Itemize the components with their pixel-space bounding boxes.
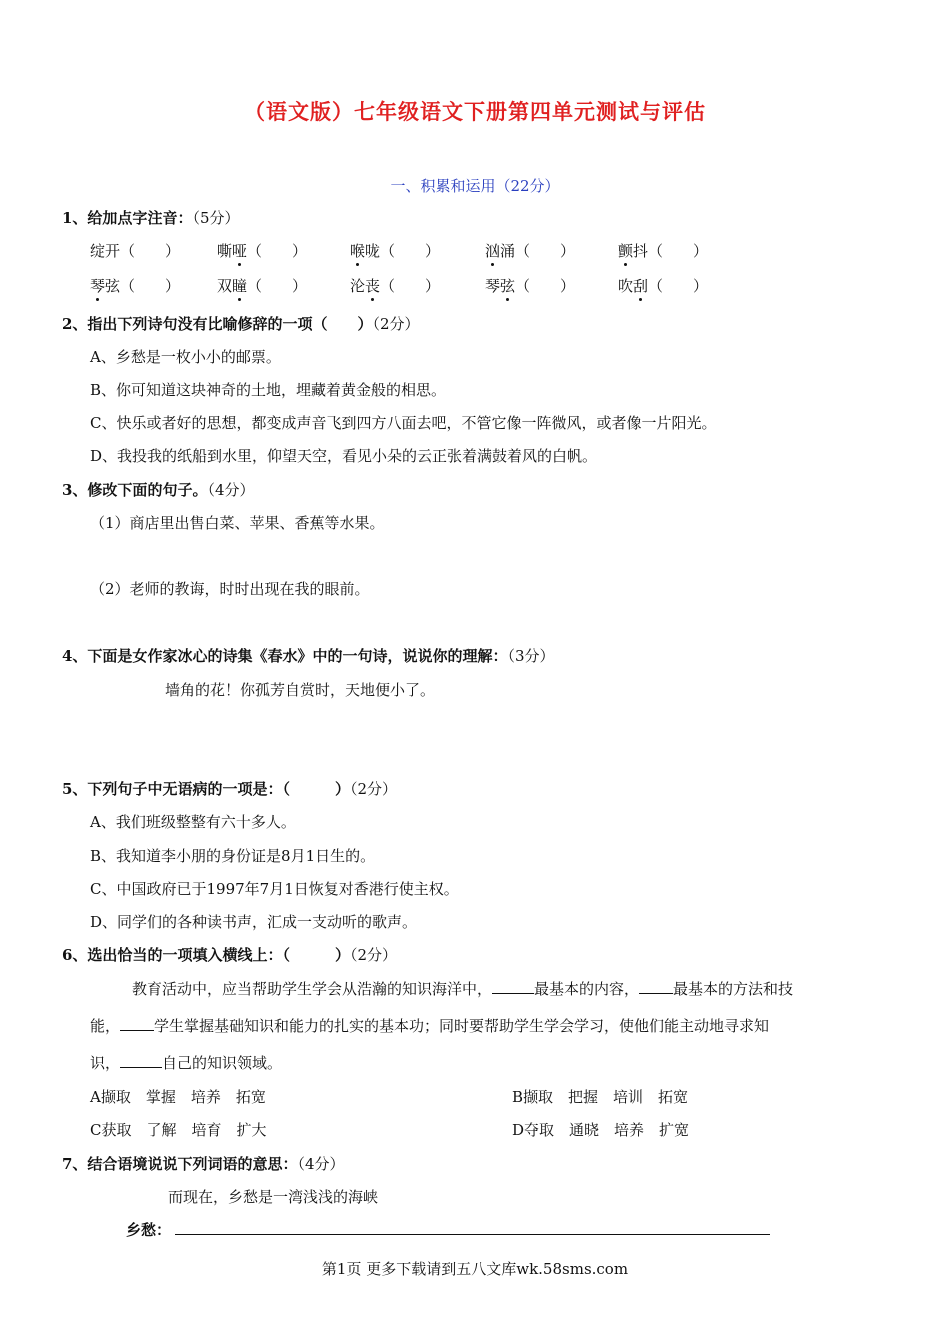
question-5-label: 5、下列句子中无语病的一项是：（ ）（2分） (62, 780, 397, 798)
answer-line (175, 1234, 770, 1235)
q6-passage-line-2: 能， 学生掌握基础知识和能力的扎实的基本功；同时要帮助学生学会学习，使他们能主动地寻求知 (90, 1017, 770, 1035)
q1-row1-item-2: 嘶哑（ ） (217, 242, 308, 260)
q1-row1-item-1: 绽开（ ） (90, 242, 181, 260)
q6-option-d: D夺取 通晓 培养 扩宽 (512, 1121, 690, 1139)
q2-option-b: B、你可知道这块神奇的土地，埋藏着黄金般的相思。 (90, 381, 447, 399)
q5-option-a: A、我们班级整整有六十多人。 (90, 813, 296, 831)
q5-option-b: B、我知道李小朋的身份证是8月1日生的。 (90, 847, 376, 865)
q7-quote: 而现在，乡愁是一湾浅浅的海峡 (168, 1188, 379, 1206)
q6-option-a: A撷取 掌握 培养 拓宽 (90, 1088, 266, 1106)
q1-row1-item-5: 颤抖（ ） (618, 242, 709, 260)
q1-row2-item-2: 双瞳（ ） (217, 277, 308, 295)
q6-passage-line-3: 识， 自己的知识领域。 (90, 1054, 283, 1072)
q1-row2-item-3: 沦丧（ ） (350, 277, 441, 295)
page-title: （语文版）七年级语文下册第四单元测试与评估 (244, 99, 706, 124)
q2-option-d: D、我投我的纸船到水里，仰望天空，看见小朵的云正张着满鼓着风的白帆。 (90, 447, 598, 465)
question-4-label: 4、下面是女作家冰心的诗集《春水》中的一句诗，说说你的理解：（3分） (62, 647, 555, 665)
question-3-label: 3、修改下面的句子。（4分） (62, 481, 255, 499)
question-7-label: 7、结合语境说说下列词语的意思：（4分） (62, 1155, 345, 1173)
q1-row2-item-4: 琴弦（ ） (485, 277, 576, 295)
q6-passage-line-1: 教育活动中，应当帮助学生学会从浩瀚的知识海洋中， 最基本的内容， 最基本的方法和技 (132, 980, 794, 998)
q3-item-2: （2）老师的教诲，时时出现在我的眼前。 (90, 580, 370, 598)
page-footer: 第1页 更多下载请到五八文库wk.58sms.com (321, 1260, 629, 1278)
q1-row2-item-5: 吹刮（ ） (618, 277, 709, 295)
q2-option-c: C、快乐或者好的思想，都变成声音飞到四方八面去吧，不管它像一阵微风，或者像一片阳光。 (90, 414, 717, 432)
q4-quote: 墙角的花！你孤芳自赏时，天地便小了。 (165, 681, 436, 699)
q6-option-b: B撷取 把握 培训 拓宽 (512, 1088, 689, 1106)
question-2-label: 2、指出下列诗句没有比喻修辞的一项（ ）（2分） (62, 315, 420, 333)
q1-row1-item-4: 汹涌（ ） (485, 242, 576, 260)
q1-row1-item-3: 喉咙（ ） (350, 242, 441, 260)
q1-row2-item-1: 琴弦（ ） (90, 277, 181, 295)
q7-term: 乡愁： (126, 1221, 172, 1239)
section-heading: 一、积累和运用（22分） (390, 177, 560, 195)
q5-option-d: D、同学们的各种读书声，汇成一支动听的歌声。 (90, 913, 418, 931)
q5-option-c: C、中国政府已于1997年7月1日恢复对香港行使主权。 (90, 880, 459, 898)
question-6-label: 6、选出恰当的一项填入横线上：（ ）（2分） (62, 946, 397, 964)
q6-option-c: C获取 了解 培育 扩大 (90, 1121, 267, 1139)
q2-option-a: A、乡愁是一枚小小的邮票。 (90, 348, 281, 366)
question-1-label: 1、给加点字注音：（5分） (62, 209, 240, 227)
q3-item-1: （1）商店里出售白菜、苹果、香蕉等水果。 (90, 514, 385, 532)
